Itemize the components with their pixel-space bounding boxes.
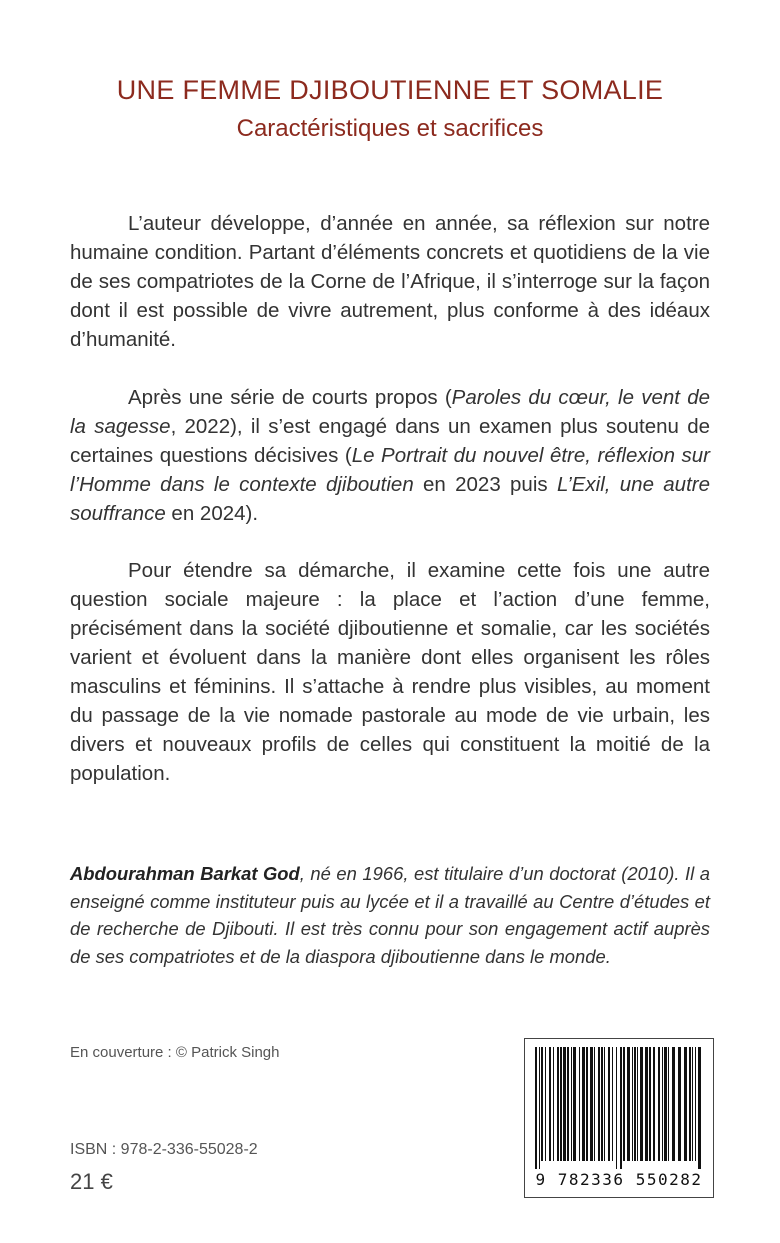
barcode-bar <box>672 1047 675 1161</box>
barcode-bar <box>623 1047 625 1161</box>
barcode-bar <box>640 1047 643 1161</box>
paragraph-2-segment: en 2024). <box>165 502 259 525</box>
isbn: ISBN : 978-2-336-55028-2 <box>70 1141 258 1158</box>
barcode-bar <box>573 1047 576 1161</box>
book-subtitle: Caractéristiques et sacrifices <box>236 115 544 142</box>
barcode-bar <box>689 1047 691 1161</box>
paragraph-1-segment: L’auteur développe, d’année en année, sa réflexion sur notre humaine condition. Partant d’éléments concrets et quotidiens de la vie de ses compatriotes de la Corne de l’Afrique, il s’interroge sur la façon dont il est possible de vivre autrement, plus conforme à des idéaux d’humanité. <box>70 212 710 351</box>
barcode-bar <box>627 1047 630 1161</box>
barcode-bar <box>658 1047 660 1161</box>
barcode-bar <box>692 1047 693 1161</box>
barcode-bar <box>557 1047 559 1161</box>
barcode-bar <box>549 1047 551 1161</box>
paragraph-2-segment: L’Exil, une autre souffrance <box>70 473 711 525</box>
barcode-bar <box>560 1047 562 1161</box>
barcode-digits: 9 782336 550282 <box>535 1170 703 1189</box>
barcode-bar <box>620 1047 622 1169</box>
price: 21 € <box>70 1169 113 1194</box>
barcode-bar <box>664 1047 667 1161</box>
barcode-bar <box>634 1047 636 1161</box>
paragraph-2-segment: Le Portrait du nouvel être, réflexion sur l’Homme dans le contexte djiboutien <box>70 444 710 496</box>
barcode-bar <box>684 1047 687 1161</box>
author-bio-text: , né en 1966, est titulaire d’un doctorat (2010). Il a enseigné comme instituteur puis au lycée et il a travaillé au Centre d’études et de recherche de Djibouti. Il est très connu pour son engagement actif auprès de ses compatriotes et de la diaspora djiboutienne dans le monde. <box>70 863 710 967</box>
barcode-bar <box>616 1047 617 1169</box>
barcode-bar <box>545 1047 546 1161</box>
barcode-bar <box>604 1047 605 1161</box>
author-name: Abdourahman Barkat God <box>70 863 300 884</box>
barcode-bar <box>662 1047 663 1161</box>
barcode-bar <box>637 1047 638 1161</box>
barcode-bar <box>553 1047 554 1161</box>
barcode-bar <box>612 1047 613 1161</box>
barcode-bar <box>695 1047 696 1161</box>
barcode-bar <box>601 1047 603 1161</box>
barcode-bar <box>598 1047 600 1161</box>
barcode-bar <box>567 1047 569 1161</box>
barcode-bar <box>608 1047 610 1161</box>
barcode-bar <box>668 1047 669 1161</box>
barcode-bar <box>571 1047 572 1161</box>
paragraph-1 <box>70 209 710 354</box>
paragraph-3 <box>70 556 710 788</box>
barcode <box>524 1038 714 1198</box>
barcode-bar <box>645 1047 648 1161</box>
barcode-bar <box>582 1047 585 1161</box>
book-title: UNE FEMME DJIBOUTIENNE ET SOMALIE <box>116 75 664 105</box>
barcode-bar <box>539 1047 540 1169</box>
barcode-bar <box>632 1047 633 1161</box>
paragraph-2-segment: , 2022), il s’est engagé dans un examen plus soutenu de certaines questions décisives ( <box>70 415 710 467</box>
barcode-bar <box>653 1047 655 1161</box>
barcode-bars <box>533 1047 705 1169</box>
paragraph-2-segment: en 2023 puis <box>413 473 557 496</box>
paragraph-2 <box>70 383 710 528</box>
barcode-bar <box>541 1047 543 1161</box>
barcode-bar <box>535 1047 537 1169</box>
barcode-bar <box>579 1047 580 1161</box>
paragraph-2-segment: Après une série de courts propos ( <box>128 386 452 409</box>
paragraph-3-segment: Pour étendre sa démarche, il examine cette fois une autre question sociale majeure : la place et l’action d’une femme, précisément dans la société djiboutienne et somalie, car les sociétés varient et évoluent dans la manière dont elles organisent les rôles masculins et féminins. Il s’attache à rendre plus visibles, au moment du passage de la vie nomade pastorale au mode de vie urbain, les divers et nouveaux profils de celles qui constituent la moitié de la population. <box>70 559 710 785</box>
paragraph-2-segment: Paroles du cœur, le vent de la sagesse <box>70 386 710 438</box>
barcode-bar <box>563 1047 566 1161</box>
author-bio <box>70 860 710 970</box>
barcode-bar <box>649 1047 651 1161</box>
barcode-bar <box>678 1047 681 1161</box>
barcode-bar <box>590 1047 593 1161</box>
cover-credit: En couverture : © Patrick Singh <box>70 1044 280 1061</box>
barcode-bar <box>698 1047 701 1169</box>
barcode-bar <box>594 1047 595 1161</box>
barcode-bar <box>586 1047 588 1161</box>
